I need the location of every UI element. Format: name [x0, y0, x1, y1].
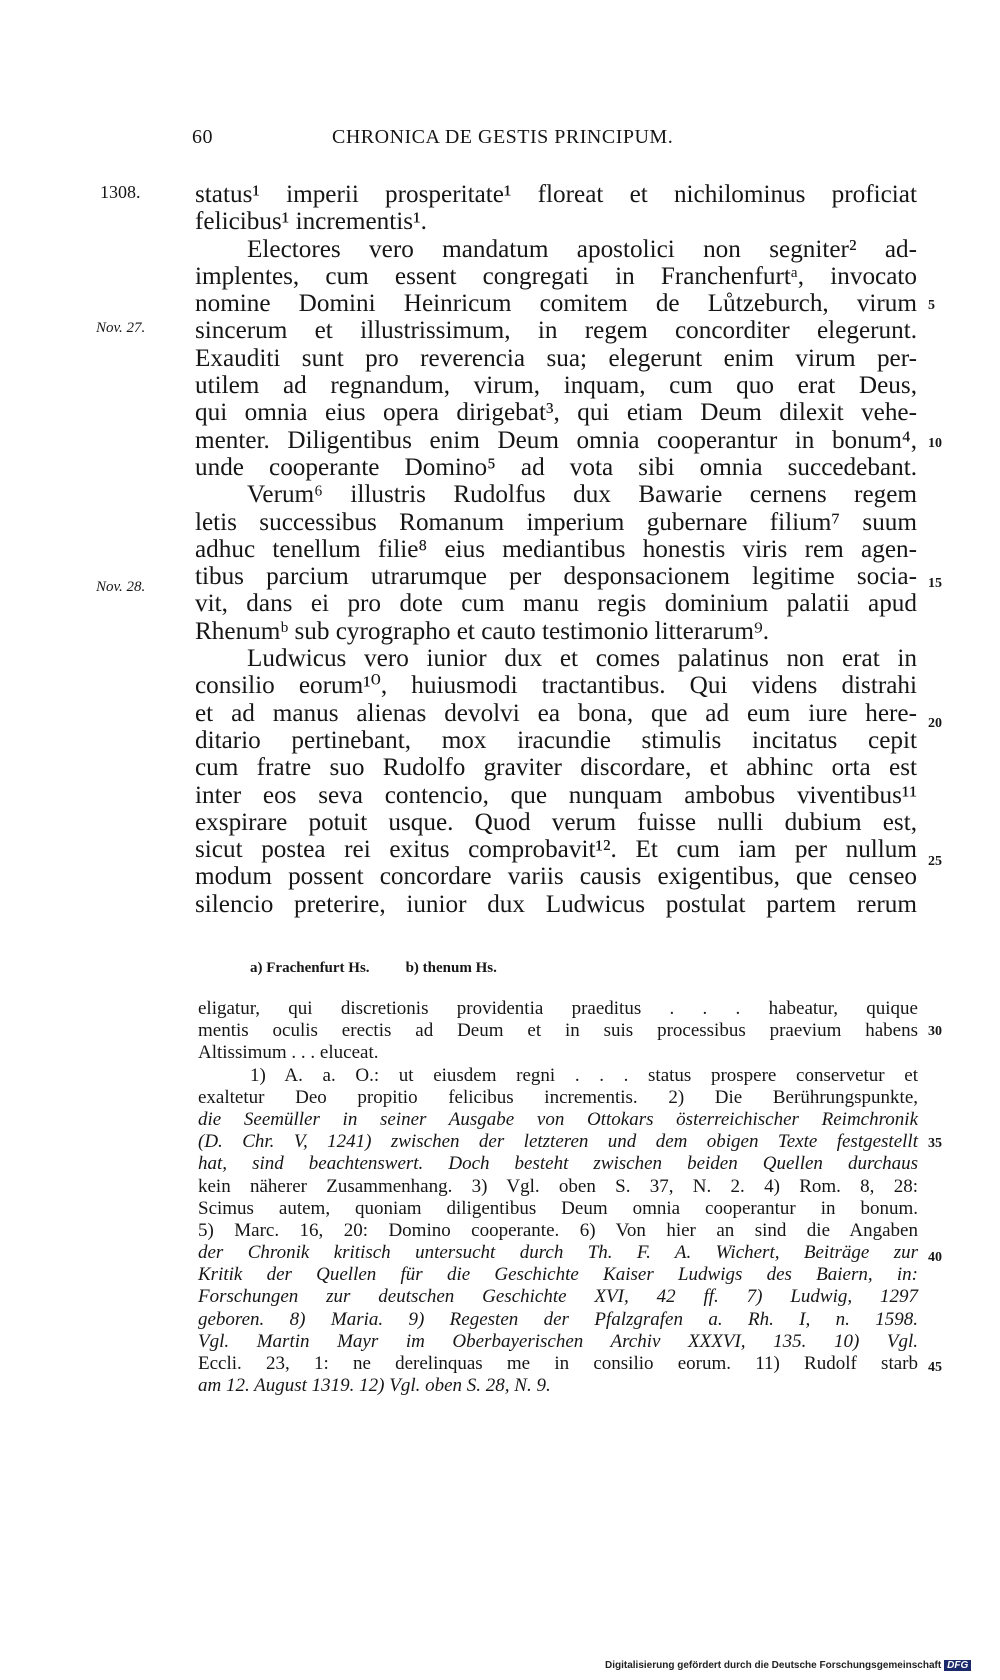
footnote-line: Forschungen zur deutschen Geschichte XVI, 42 ff. 7) Ludwig, 1297 [198, 1286, 918, 1308]
footnote-line: hat, sind beachtenswert. Doch besteht zwischen beiden Quellen durchaus [198, 1153, 918, 1175]
line-number: 20 [928, 716, 942, 731]
page-number: 60 [192, 126, 213, 148]
footnote-line: (D. Chr. V, 1241) zwischen der letzteren und dem obigen Texte festgestellt [198, 1131, 918, 1153]
text-line: inter eos seva contencio, que nunquam ambobus viventibus¹¹ [195, 781, 917, 809]
text-line: Rhenumᵇ sub cyrographo et cauto testimonio litterarum⁹. [195, 617, 770, 645]
footnote-line: 5) Marc. 16, 20: Domino cooperante. 6) Von hier an sind die Angaben [198, 1219, 918, 1241]
text-line: unde cooperante Domino⁵ ad vota sibi omnia succedebant. [195, 453, 917, 481]
text-line: vit, dans ei pro dote cum manu regis dominium palatii apud [195, 590, 917, 618]
text-line: utilem ad regnandum, virum, inquam, cum quo erat Deus, [195, 372, 917, 400]
text-line: cum fratre suo Rudolfo graviter discordare, et abhinc orta est [195, 754, 917, 782]
text-line: qui omnia eius opera dirigebat³, qui etiam Deum dilexit vehe- [195, 399, 917, 427]
margin-date-nov-27: Nov. 27. [96, 320, 146, 336]
critical-apparatus [250, 960, 497, 977]
text-line: implentes, cum essent congregati in Franchenfurtᵃ, invocato [195, 262, 917, 290]
line-number: 15 [928, 576, 942, 591]
line-number: 10 [928, 436, 942, 451]
footnote-line: exaltetur Deo propitio felicibus incrementis. 2) Die Berührungspunkte, [198, 1086, 918, 1108]
text-line: status¹ imperii prosperitate¹ floreat et nichilominus proficiat [195, 181, 917, 208]
footnote-line: geboren. 8) Maria. 9) Regesten der Pfalzgrafen a. Rh. I, n. 1598. [198, 1308, 918, 1330]
line-number: 35 [928, 1136, 942, 1151]
main-text [195, 181, 917, 918]
line-number: 45 [928, 1360, 942, 1375]
footnote-line: der Chronik kritisch untersucht durch Th. F. A. Wichert, Beiträge zur [198, 1242, 918, 1264]
text-line: sicut postea rei exitus comprobavit¹². Et cum iam per nullum [195, 836, 917, 864]
critical-note-b: b) thenum Hs. [405, 960, 497, 976]
line-number: 25 [928, 854, 942, 869]
footnote-line: Altissimum . . . eluceat. [198, 1042, 379, 1064]
footnote-line: die Seemüller in seiner Ausgabe von Ottokars österreichischer Reimchronik [198, 1108, 918, 1130]
running-title: CHRONICA DE GESTIS PRINCIPUM. [332, 126, 674, 148]
page-header [192, 126, 912, 156]
footnote-line: Scimus autem, quoniam diligentibus Deum omnia cooperantur in bonum. [198, 1197, 918, 1219]
footnote-line: am 12. August 1319. 12) Vgl. oben S. 28, N. 9. [198, 1375, 551, 1397]
margin-year: 1308. [100, 182, 141, 202]
text-line: nomine Domini Heinricum comitem de Lůtzeburch, virum [195, 290, 917, 318]
critical-note-a: a) Frachenfurt Hs. [250, 960, 370, 976]
text-line: et ad manus alienas devolvi ea bona, que ad eum iure here- [195, 699, 917, 727]
text-line: Verum⁶ illustris Rudolfus dux Bawarie cernens regem [247, 481, 917, 509]
footnote-line: mentis oculis erectis ad Deum et in suis processibus praevium habens [198, 1020, 918, 1042]
text-line: Ludwicus vero iunior dux et comes palatinus non erat in [247, 645, 917, 673]
text-line: menter. Diligentibus enim Deum omnia cooperantur in bonum⁴, [195, 426, 917, 454]
text-line: Electores vero mandatum apostolici non segniter² ad- [247, 235, 917, 263]
margin-date-nov-28: Nov. 28. [96, 579, 146, 595]
text-line: adhuc tenellum filie⁸ eius mediantibus honestis viris rem agen- [195, 535, 917, 563]
footnote-line: Vgl. Martin Mayr im Oberbayerischen Archiv XXXVI, 135. 10) Vgl. [198, 1330, 918, 1352]
footer-text: Digitalisierung gefördert durch die Deutsche Forschungsgemeinschaft [605, 1660, 942, 1671]
footnote-line: Kritik der Quellen für die Geschichte Kaiser Ludwigs des Baiern, in: [198, 1264, 918, 1286]
footnote-line: 1) A. a. O.: ut eiusdem regni . . . status prospere conservetur et [250, 1064, 918, 1086]
line-number: 40 [928, 1250, 942, 1265]
text-line: silencio preterire, iunior dux Ludwicus postulat partem rerum [195, 890, 917, 918]
footnotes [198, 998, 918, 1397]
text-line: letis successibus Romanum imperium gubernare filium⁷ suum [195, 508, 917, 536]
text-line: ditario pertinebant, mox iracundie stimulis incitatus cepit [195, 726, 917, 754]
footnote-line: eligatur, qui discretionis providentia praeditus . . . habeatur, quique [198, 998, 918, 1019]
footnote-line: Eccli. 23, 1: ne derelinquas me in consilio eorum. 11) Rudolf starb [198, 1353, 918, 1374]
text-line: tibus parcium utrarumque per desponsacionem legitime socia- [195, 563, 917, 591]
footnote-line: kein näherer Zusammenhang. 3) Vgl. oben S. 37, N. 2. 4) Rom. 8, 28: [198, 1175, 918, 1197]
line-number: 30 [928, 1024, 942, 1039]
text-line: modum possent concordare variis causis exigentibus, que censeo [195, 863, 917, 891]
dfg-logo: DFG [944, 1660, 971, 1671]
digitization-footer [605, 1660, 971, 1671]
text-line: Exauditi sunt pro reverencia sua; elegerunt enim virum per- [195, 344, 917, 372]
text-line: sincerum et illustrissimum, in regem concorditer elegerunt. [195, 317, 917, 345]
text-line: consilio eorum¹⁰, huiusmodi tractantibus. Qui videns distrahi [195, 672, 917, 700]
text-line: felicibus¹ incrementis¹. [195, 208, 427, 236]
line-number: 5 [928, 298, 935, 313]
text-line: exspirare potuit usque. Quod verum fuisse nulli dubium est, [195, 808, 917, 836]
